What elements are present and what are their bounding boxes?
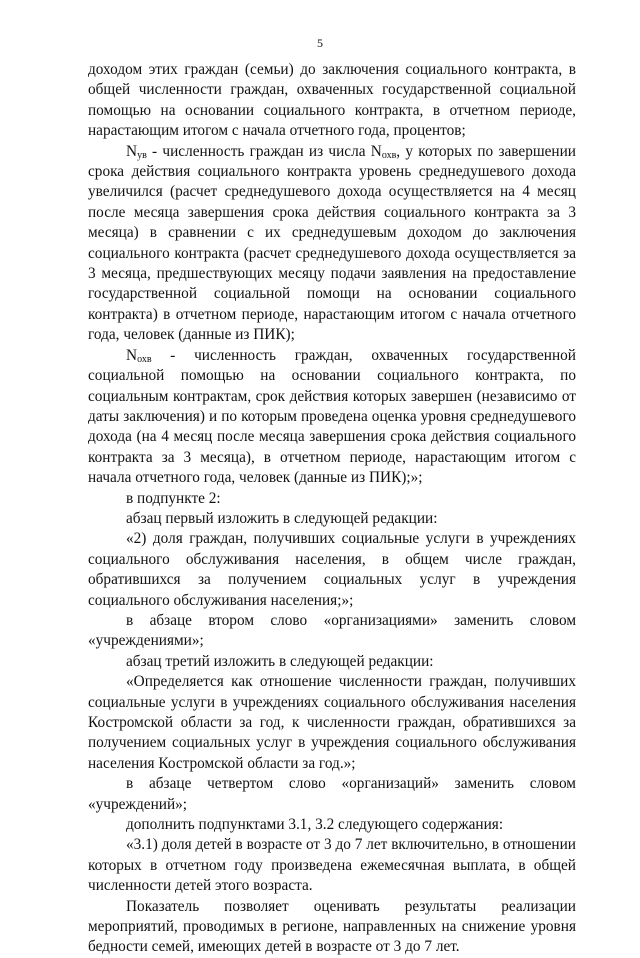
paragraph-income-definition-end: доходом этих граждан (семьи) до заключения социального контракта, в общей численности граждан, охваченных государственной социальной помощью на основании социального контракта, в отчетном периоде, нарастающим итогом с начала отчетного года, процентов; [88, 61, 576, 140]
document-body [88, 60, 576, 958]
paragraph-second-abzac: в абзаце втором слово «организациями» заменить словом «учреждениями»; [88, 611, 576, 650]
paragraph-indicator: Показатель позволяет оценивать результаты реализации мероприятий, проводимых в регионе, направленных на снижение уровня бедности семей, имеющих детей в возрасте от 3 до 7 лет. [88, 897, 576, 956]
paragraph-quote-2: «2) доля граждан, получивших социальные услуги в учреждениях социального обслуживания населения, в общем числе граждан, обратившихся за получением социальных услуг в учреждения социального обслуживания населения;»; [88, 530, 576, 609]
subscript-uv: ув [137, 149, 147, 161]
paragraph-n-ohv-definition [88, 346, 576, 489]
definition-text-continued: , у которых по завершении срока действия социального контракта уровень среднедушевого дохода увеличился (расчет среднедушевого дохода осуществляется на 4 месяц после месяца завершения срока действия социального контракта за 3 месяца) в сравнении с их среднедушевым доходом до заключения социального контракта (расчет среднедушевого дохода осуществляется за 3 месяца, предшествующих месяцу подачи заявления на предоставление государственной социальной помощи на основании социального контракта) в отчетном периоде, нарастающим итогом с начала отчетного года, человек (данные из ПИК); [88, 142, 576, 344]
paragraph-third-abzac: абзац третий изложить в следующей редакции: [126, 652, 434, 670]
paragraph-quote-3-1: «3.1) доля детей в возрасте от 3 до 7 лет включительно, в отношении которых в отчетном году произведена ежемесячная выплата, в общей численности детей этого возраста. [88, 836, 576, 895]
definition-text: - численность граждан, охваченных государственной социальной помощью на основании социального контракта, по социальным контрактам, срок действия которых завершен (независимо от даты заключения) и по которым проведена оценка уровня среднедушевого дохода (на 4 месяц после месяца завершения срока действия социального контракта за 3 месяца), в отчетном периоде, нарастающим итогом с начала отчетного года, человек (данные из ПИК);»; [88, 346, 576, 487]
paragraph-n-uv-definition [88, 142, 576, 346]
symbol-n: N [126, 346, 138, 364]
paragraph-subpoint-2: в подпункте 2: [126, 489, 221, 507]
paragraph-fourth-abzac: в абзаце четвертом слово «организаций» заменить словом «учреждений»; [88, 775, 576, 813]
paragraph-first-abzac: абзац первый изложить в следующей редакции: [126, 509, 438, 527]
symbol-n: N [126, 142, 138, 160]
paragraph-quote-definition: «Определяется как отношение численности граждан, получивших социальные услуги в учреждениях социального обслуживания населения Костромской области за год, к численности граждан, обратившихся за получением социальных услуг в учреждения социального обслуживания населения Костромской области за год.»; [88, 673, 576, 772]
subscript-ohv: охв [381, 149, 397, 161]
page-number: 5 [317, 36, 323, 50]
paragraph-add-subpoints: дополнить подпунктами 3.1, 3.2 следующего содержания: [126, 816, 504, 834]
definition-text: - численность граждан из числа N [146, 142, 382, 160]
subscript-ohv: охв [137, 353, 152, 365]
